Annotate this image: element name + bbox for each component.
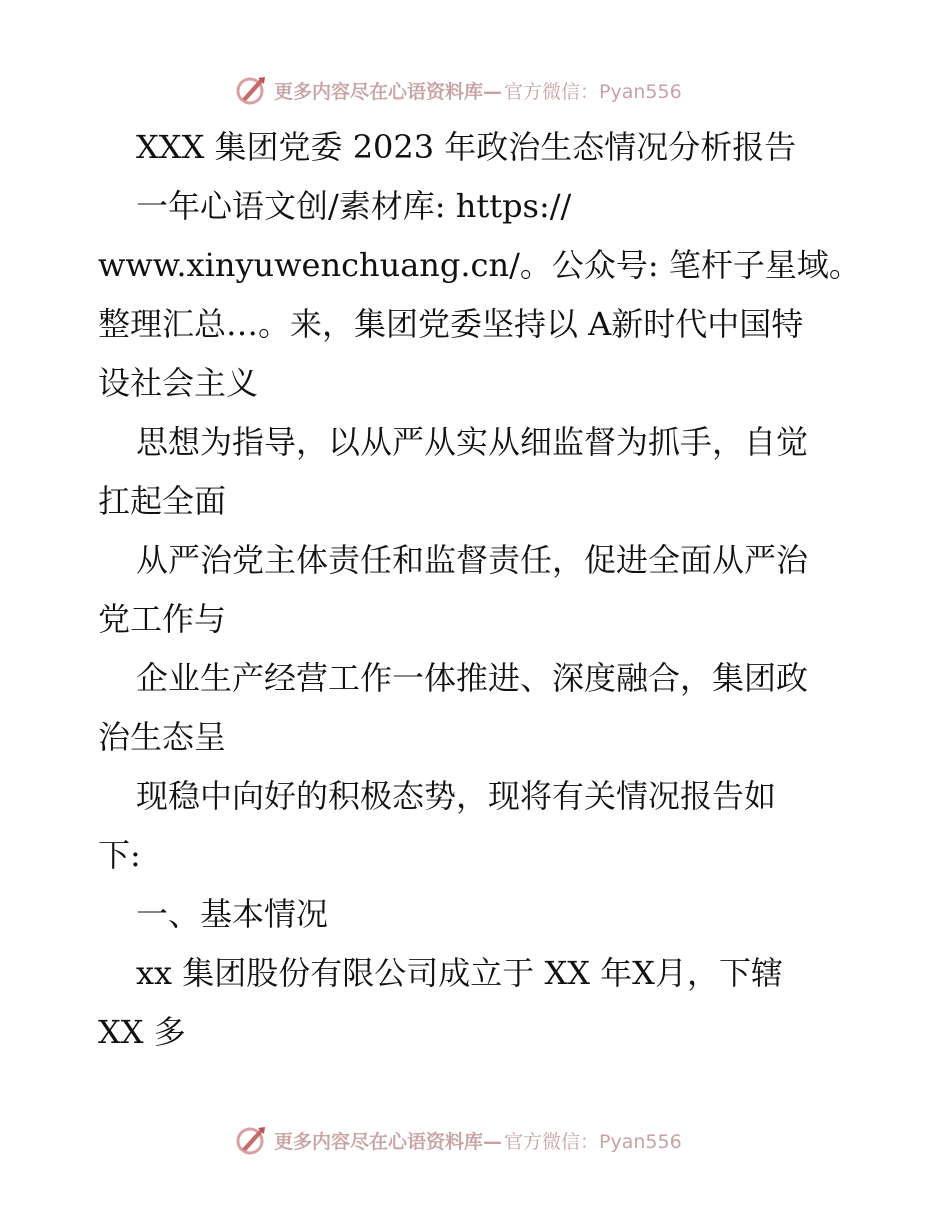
paragraph-line: 治生态呈: [98, 718, 227, 756]
paragraph-line: 整理汇总…。来，集团党委坚持以 A新时代中国特: [98, 305, 804, 343]
paragraph-line: 从严治党主体责任和监督责任，促进全面从严治: [136, 541, 809, 579]
document-title: XXX 集团党委 2023 年政治生态情况分析报告: [136, 128, 797, 166]
watermark-text: 更多内容尽在心语资料库—: [274, 80, 503, 103]
watermark-wechat: 官方微信：Pyan556: [504, 1130, 682, 1153]
document-body: [98, 118, 878, 1062]
section-heading: 一、基本情况: [136, 895, 329, 933]
paragraph-line: XX 多: [98, 1013, 186, 1051]
paragraph-line: 党工作与: [98, 600, 227, 638]
paragraph-line: 一年心语文创/素材库: https://: [136, 187, 572, 225]
paragraph-line: 思想为指导，以从严从实从细监督为抓手，自觉: [136, 423, 809, 461]
footer-watermark: [234, 1120, 682, 1160]
paragraph-line: xx 集团股份有限公司成立于 XX 年X月，下辖: [136, 954, 783, 992]
paragraph-line: www.xinyuwenchuang.cn/。公众号: 笔杆子星域。: [98, 246, 861, 284]
watermark-wechat: 官方微信：Pyan556: [504, 80, 682, 103]
quill-pen-circle-icon: [234, 73, 268, 107]
paragraph-line: 企业生产经营工作一体推进、深度融合，集团政: [136, 659, 809, 697]
paragraph-line: 扛起全面: [98, 482, 227, 520]
header-watermark: [234, 70, 682, 110]
paragraph-line: 设社会主义: [98, 364, 259, 402]
quill-pen-circle-icon: [234, 1123, 268, 1157]
paragraph-line: 现稳中向好的积极态势，现将有关情况报告如: [136, 777, 777, 815]
paragraph-line: 下:: [98, 836, 141, 874]
watermark-text: 更多内容尽在心语资料库—: [274, 1130, 503, 1153]
